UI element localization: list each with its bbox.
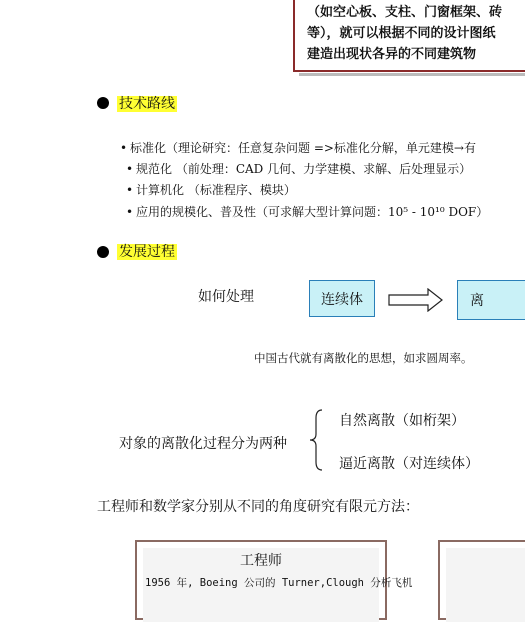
engineer-card-title: 工程师	[240, 553, 282, 569]
two-kinds-label: 对象的离散化过程分为两种	[119, 436, 287, 452]
tech-item-text: 标准化（理论研究：任意复杂问题 =>标准化分解，单元建模→有	[130, 141, 476, 155]
small-bullet-icon: •	[126, 162, 134, 176]
tech-item	[126, 160, 471, 177]
curly-brace-icon	[308, 408, 326, 472]
tech-route-heading-text: 技术路线	[119, 96, 175, 112]
continuum-box-label: 连续体	[321, 291, 363, 308]
how-to-handle-label: 如何处理	[198, 289, 254, 305]
engineer-card-text: 1956 年, Boeing 公司的 Turner,Clough 分析飞机	[145, 577, 413, 589]
small-bullet-icon: •	[126, 183, 134, 197]
tech-item	[126, 203, 488, 220]
discrete-box-label: 离	[470, 293, 484, 309]
right-arrow-icon	[388, 288, 444, 312]
development-heading-text: 发展过程	[119, 244, 175, 260]
continuum-box	[309, 280, 375, 317]
natural-discrete-item: 自然离散（如桁架）	[339, 413, 465, 429]
tech-item	[126, 181, 296, 198]
tech-item-text: 应用的规模化、普及性（可求解大型计算问题：10⁵ - 10¹⁰ DOF）	[136, 205, 489, 219]
discrete-box	[457, 280, 525, 320]
mathematician-card	[438, 540, 525, 620]
section-bullet-icon	[97, 246, 109, 258]
tech-route-heading	[117, 93, 177, 113]
small-bullet-icon: •	[120, 141, 128, 155]
mathematician-card-inner	[446, 548, 525, 622]
callout-line-1: （如空心板、支柱、门窗框架、砖	[307, 5, 503, 20]
engineer-card	[135, 540, 413, 620]
tech-item-text: 规范化 （前处理：CAD 几何、力学建模、求解、后处理显示）	[136, 162, 472, 176]
approx-discrete-item: 逼近离散（对连续体）	[339, 456, 479, 472]
engineers-sentence: 工程师和数学家分别从不同的角度研究有限元方法：	[97, 499, 419, 515]
development-heading	[117, 241, 177, 261]
tech-item-text: 计算机化 （标准程序、模块）	[136, 183, 296, 197]
top-callout-box	[293, 0, 525, 72]
section-bullet-icon	[97, 97, 109, 109]
tech-item	[120, 139, 476, 156]
callout-line-3: 建造出现状各异的不同建筑物	[307, 47, 477, 62]
ancient-note: 中国古代就有离散化的思想，如求圆周率。	[254, 351, 473, 365]
callout-line-2: 等），就可以根据不同的设计图纸	[307, 26, 496, 41]
small-bullet-icon: •	[126, 205, 134, 219]
